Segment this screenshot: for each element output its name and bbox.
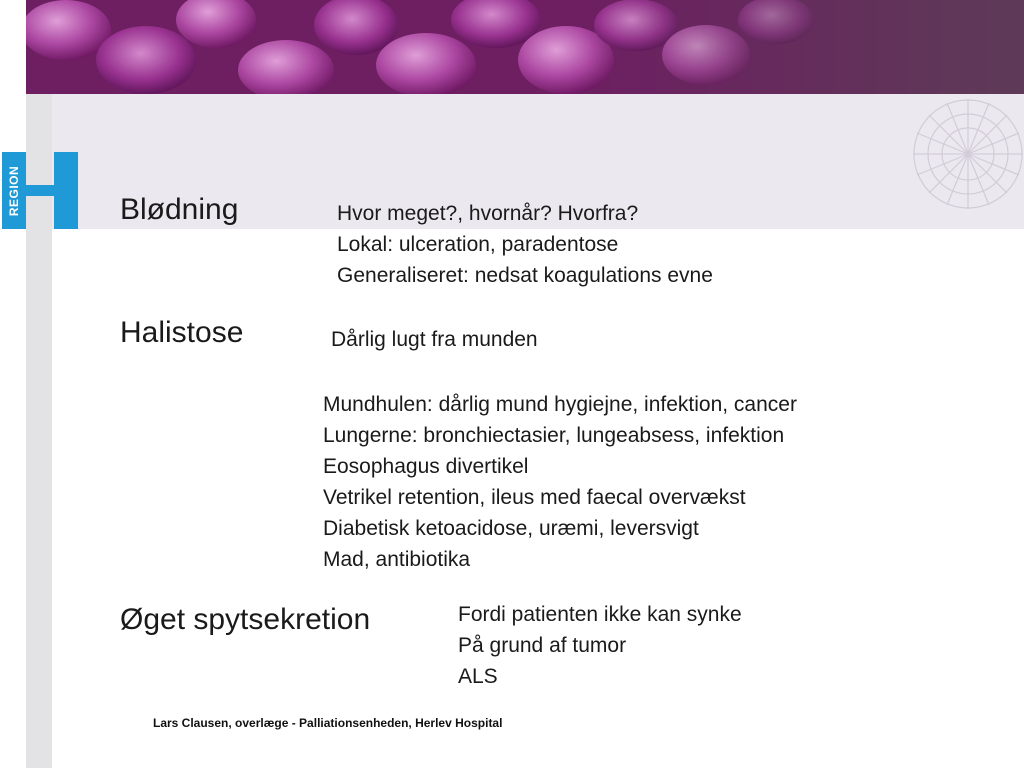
spyt-details: [458, 599, 742, 692]
halistose-cause: Mundhulen: dårlig mund hygiejne, infektion, cancer: [323, 393, 797, 416]
heading-bloedning: Blødning: [120, 193, 239, 226]
spyt-line: ALS: [458, 665, 498, 688]
spyt-line: På grund af tumor: [458, 634, 627, 657]
bloedning-line: Hvor meget?, hvornår? Hvorfra?: [337, 202, 639, 225]
halistose-cause: Diabetisk ketoacidose, uræmi, leversvigt: [323, 517, 699, 540]
footer-credit: Lars Clausen, overlæge - Palliationsenheden, Herlev Hospital: [153, 716, 503, 730]
halistose-cause: Vetrikel retention, ileus med faecal overvækst: [323, 486, 746, 509]
dandelion-decoration: [898, 94, 1024, 229]
heading-halistose: Halistose: [120, 316, 244, 349]
region-logo-text: [2, 152, 26, 229]
halistose-lead: [331, 324, 538, 355]
bloedning-line: Generaliseret: nedsat koagulations evne: [337, 264, 713, 287]
spyt-line: Fordi patienten ikke kan synke: [458, 603, 742, 626]
bloedning-line: Lokal: ulceration, paradentose: [337, 233, 619, 256]
halistose-causes: [323, 389, 797, 575]
bloedning-details: [337, 198, 713, 291]
region-logo-label: REGION: [7, 165, 21, 216]
halistose-cause: Eosophagus divertikel: [323, 455, 529, 478]
halistose-cause: Lungerne: bronchiectasier, lungeabsess, infektion: [323, 424, 785, 447]
lilac-flowers-image: [26, 0, 1024, 94]
flower-banner: [26, 0, 1024, 94]
halistose-cause: Mad, antibiotika: [323, 548, 471, 571]
halistose-lead-line: Dårlig lugt fra munden: [331, 328, 538, 351]
heading-spytsekretion: Øget spytsekretion: [120, 603, 371, 636]
